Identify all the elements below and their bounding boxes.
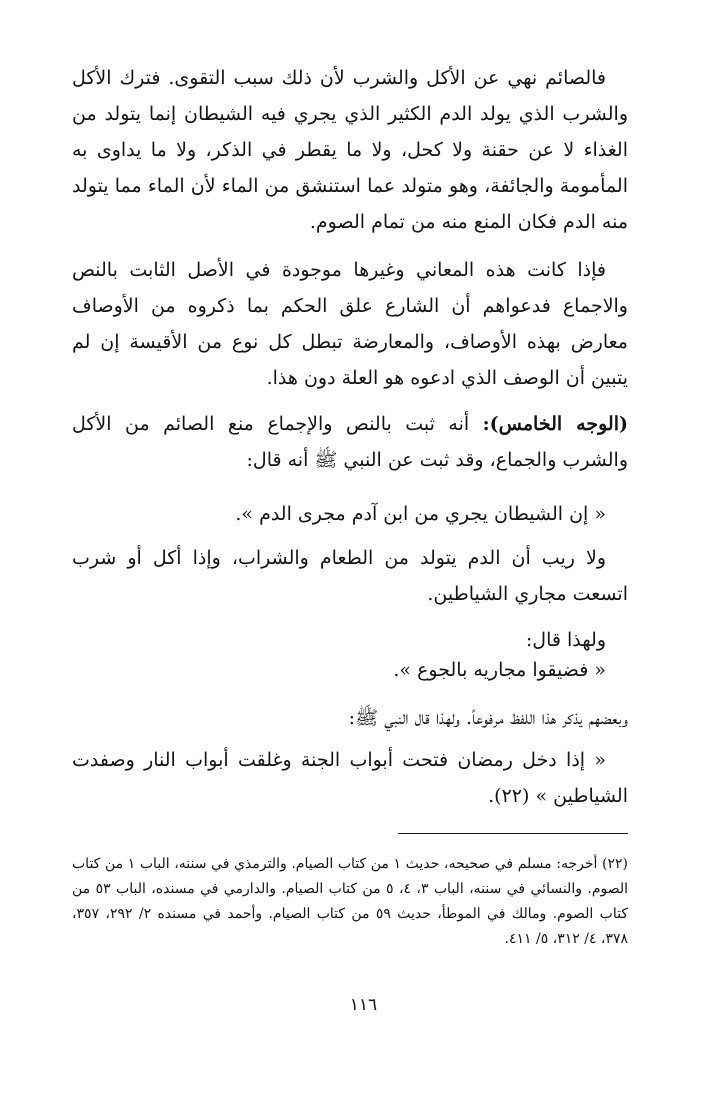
quote-restrict-passages bbox=[72, 652, 628, 688]
paragraph-text: ولا ريب أن الدم يتولد من الطعام والشراب، وإذا أكل أو شرب اتسعت مجاري الشياطين. bbox=[72, 547, 628, 605]
paragraph-text bbox=[72, 406, 628, 478]
paragraph-fifth-aspect bbox=[72, 406, 628, 478]
section-heading: (الوجه الخامس): bbox=[482, 413, 628, 435]
footnote-divider bbox=[398, 833, 628, 834]
paragraph-text: فإذا كانت هذه المعاني وغيرها موجودة في الأصل الثابت بالنص والاجماع فدعواهم أن الشارع علق الحكم بما ذكروه من الأوصاف معارض بهذه الأوصاف، والمعارضة تبطل كل نوع من الأقيسة إن لم يتبين أن الوصف الذي ادعوه هو العلة دون هذا. bbox=[72, 259, 628, 389]
paragraph-blood-from-food bbox=[72, 540, 628, 612]
paragraph-text: وبعضهم يذكر هذا اللفظ مرفوعاً. ولهذا قال النبي ﷺ: bbox=[348, 707, 628, 729]
paragraph-text: ولهذا قال: bbox=[525, 629, 606, 651]
quote-text: « إن الشيطان يجري من ابن آدم مجرى الدم ». bbox=[235, 503, 606, 525]
section-text: أنه ثبت بالنص والإجماع منع الصائم من الأكل والشرب والجماع، وقد ثبت عن النبي ﷺ أنه قال: bbox=[72, 413, 628, 471]
footnote bbox=[72, 852, 628, 952]
quote-text: « فضيقوا مجاريه بالجوع ». bbox=[393, 659, 606, 681]
page-number: ١١٦ bbox=[349, 995, 378, 1015]
paragraph-meanings-in-origin bbox=[72, 252, 628, 396]
hadith-quote-ramadan bbox=[72, 742, 628, 814]
quote-text: « إذا دخل رمضان فتحت أبواب الجنة وغلقت أبواب النار وصفدت الشياطين » (٢٢). bbox=[72, 749, 628, 807]
footnote-text: (٢٢) أخرجه: مسلم في صحيحه، حديث ١ من كتاب الصيام. والترمذي في سننه، الباب ١ من كتاب الصوم. والنسائي في سننه، الباب ٣، ٤، ٥ من كتاب الصيام. والدارمي في مسنده، الباب ٥٣ من كتاب الصوم. ومالك في الموطأ، حديث ٥٩ من كتاب الصيام. وأحمد في مسنده ٢/ ٢٩٢، ٣٥٧، ٣٧٨، ٤/ ٣١٢، ٥/ ٤١١. bbox=[72, 856, 629, 947]
hadith-quote-shaitan bbox=[72, 496, 628, 532]
paragraph-text: فالصائم نهي عن الأكل والشرب لأن ذلك سبب التقوى. فترك الأكل والشرب الذي يولد الدم الكثير الذي يجري فيه الشيطان إنما يتولد من الغذاء لا عن حقنة ولا كحل، ولا ما يقطر في الذكر، ولا ما يداوى به المأمومة والجائفة، وهو متولد عما استنشق من الماء لأن الماء مما يتولد منه الدم فكان المنع منه من تمام الصوم. bbox=[72, 67, 628, 233]
paragraph-marfu-note bbox=[72, 700, 628, 736]
paragraph-fasting-consumption bbox=[72, 60, 628, 240]
